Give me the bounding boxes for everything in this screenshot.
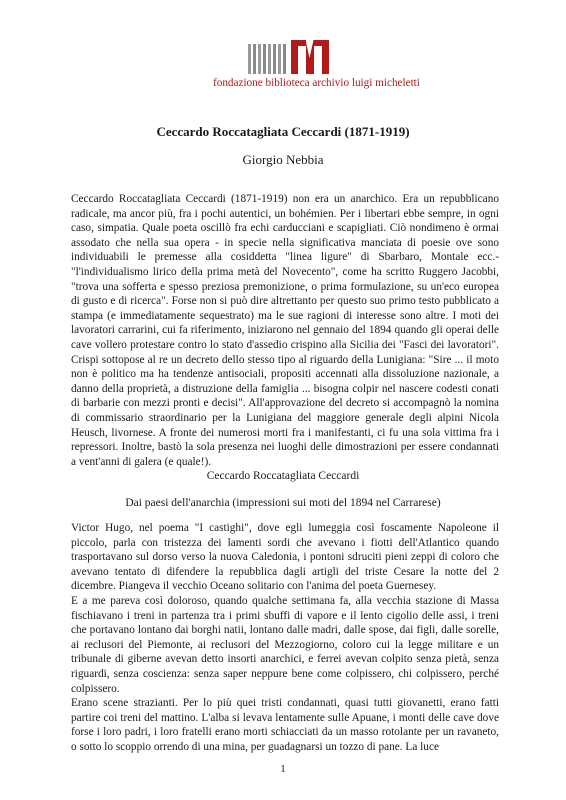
logo-text: fondazione biblioteca archivio luigi micheletti <box>213 77 420 89</box>
section-title: Dai paesi dell'anarchia (impressioni sui moti del 1894 nel Carrarese) <box>125 497 441 509</box>
section-author: Ceccardo Roccatagliata Ceccardi <box>206 470 360 482</box>
body-paragraph-3: Erano scene strazianti. Per lo più quei tristi condannati, quasi tutti giovanetti, erano fatti partire coi treni del mattino. L'alba si levava lentamente sulle Apuane, i monti delle cave dove forse i loro padri, i loro fratelli erano morti schiacciati da un masso rotolante per un ravaneto, o sotto lo scoppio orrendo di una mina, per guadagnarsi un tozzo di pane. La luce <box>71 697 499 753</box>
page-number: 1 <box>280 763 286 775</box>
text-body <box>71 521 499 755</box>
intro-paragraph: Ceccardo Roccatagliata Ceccardi (1871-1919) non era un anarchico. Era un repubblicano radicale, ma ancor più, fra i pochi autentici, un bohémien. Per i libertari ebbe sempre, in ogni caso, simpatia. Quale poeta oscillò fra echi carducciani e scapigliati. Ciò nondimeno è ormai assodato che nella sua opera - in specie nella significativa manciata di poesie ove sono individuabili le premesse alla cosiddetta "linea ligure" di Sbarbaro, Montale ecc.- "l'individualismo lirico della prima metà del Novecento", come ha scritto Ruggero Jacobbi, "trova una sofferta e spesso preziosa premonizione, o prima formulazione, su un'eco europea di gusto e di ricerca". Forse non si può dire altrettanto per questo suo primo testo pubblicato a stampa (e immediatamente sequestrato) ma le sue ragioni di interesse sono altre. I moti dei lavoratori carrarini, cui fa riferimento, iniziarono nel gennaio del 1894 quando gli operai delle cave vollero protestare contro lo stato d'assedio crispino alla Sicilia dei "Fasci dei lavoratori". Crispi sottopose al re un decreto dello stesso tipo al riguardo della Lunigiana: "Sire ... il moto non è politico ma ha tendenze antisociali, propositi accennati alla dissoluzione nazionale, a danno della proprietà, a distruzione della famiglia ... bisogna colpir nel nascere codesti conati di barbarie con mezzi pronti e decisi". All'approvazione del decreto si accompagnò la nomina di commissario straordinario per la Lunigiana del maggiore generale degli alpini Nicola Heusch, livornese. A fronte dei numerosi morti fra i manifestanti, ci fu una sola vittima fra i repressori. Inoltre, bastò la sola presenza nei luoghi delle dimostrazioni per essere condannati a vent'anni di galera (e quale!). <box>71 193 499 468</box>
body-paragraph-2: E a me pareva così doloroso, quando qualche settimana fa, alla vecchia stazione di Massa fischiavano i treni in partenza tra i primi sbuffi di vapore e il lento cigolio delle assi, i treni che portavano lontano dai borghi natii, lontano dalle madri, dalle spose, dai figli, dalle sorelle, ai reclusori del Piemonte, ai reclusori del Mezzogiorno, coloro cui la legge militare e un tribunale di giberne avevan detto insorti anarchici, e ferrei avevan colpito senza pietà, senza riguardi, senza coscienza: senza saper neppure bene come colpissero, chi colpissero, perché colpissero. <box>71 594 499 695</box>
article-title: Ceccardo Roccatagliata Ceccardi (1871-1919) <box>156 124 410 139</box>
logo-mark-icon <box>213 40 363 74</box>
article-author: Giorgio Nebbia <box>242 152 324 167</box>
body-paragraph-1: Victor Hugo, nel poema "I castighi", dove egli lumeggia così foscamente Napoleone il piccolo, parla con tristezza dei lamenti sordi che avevano i fiotti dell'Atlantico quando trasportavano sul dorso verso la nuova Caledonia, i pontoni sdruciti pieni zeppi di coloro che avevano tentato di difendere la repubblica dagli artigli del triste Cesare la notte del 2 dicembre. Piangeva il vecchio Oceano solitario con l'anima del poeta Guernesey. <box>71 522 499 593</box>
foundation-logo <box>213 40 420 89</box>
